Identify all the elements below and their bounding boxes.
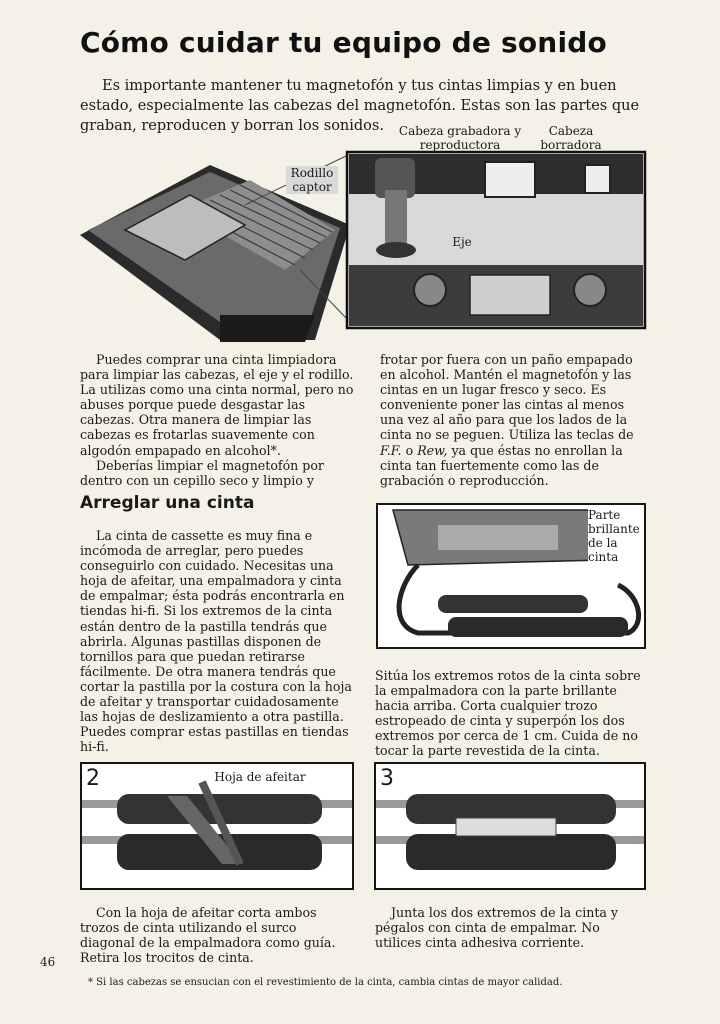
text-run: ya que éstas no enrollan la cinta tan fuertemente como las de grabación o reproducción. xyxy=(380,442,623,488)
pinch-roller-shaft xyxy=(385,190,407,250)
caption: Con la hoja de afeitar corta ambos trozos de cinta utilizando el surco diagonal de la empalmadora como guía. Retira los trocitos de cinta. xyxy=(80,905,336,966)
shiny-caption xyxy=(375,668,647,759)
text-run: frotar por fuera con un paño empapado en alcohol. Mantén el magnetofón y las cintas en un lugar fresco y seco. Es conveniente poner las cintas al menos una vez al año para que los lados de la cinta no se peguen. Utiliza las teclas de xyxy=(380,352,634,443)
erase-head xyxy=(585,165,610,193)
reel-spindle-left xyxy=(414,274,446,306)
figure-number: 3 xyxy=(380,766,394,791)
section-heading: Arreglar una cinta xyxy=(80,493,255,513)
splicer-bottom xyxy=(406,834,616,870)
record-head xyxy=(485,162,535,197)
right-column xyxy=(380,352,650,488)
label-capstan: Eje xyxy=(447,235,477,249)
label-record-head: Cabeza grabadora y reproductora xyxy=(398,124,522,152)
paragraph: Deberías limpiar el magnetofón por dentro con un cepillo seco y limpio y xyxy=(80,457,324,488)
rew-key-label: Rew, xyxy=(417,442,448,458)
caption: Sitúa los extremos rotos de la cinta sobre la empalmadora con la parte brillante hacia arriba. Corta cualquier trozo estropeado de cinta y superpón los dos extremos por cerca de 1 cm. Cuida de no tocar la parte revestida de la cinta. xyxy=(375,668,641,759)
figure-3-illustration xyxy=(376,764,644,888)
caption: Junta los dos extremos de la cinta y pégalos con cinta de empalmar. No utilices cinta adhesiva corriente. xyxy=(375,905,619,951)
figure-3-caption xyxy=(375,905,645,950)
section-text xyxy=(80,528,355,754)
text-run: o xyxy=(405,442,414,458)
paragraph: La cinta de cassette es muy fina e incómoda de arreglar, pero puedes conseguirlo con cuidado. Necesitas una hoja de afeitar, una empalmadora y cinta de empalmar; ésta podrás encontrarla en tiendas hi-fi. Si los extremos de la cinta están dentro de la pastilla tendrás que abrirla. Algunas pastillas disponen de tornillos para que puedan retirarse fácilmente. De otra manera tendrás que cortar la pastilla por la costura con la hoja de afeitar y transportar cuidadosamente las hojas de deslizamiento a otra pastilla. Puedes comprar estas pastillas en tiendas hi-fi. xyxy=(80,528,352,755)
figure-2-caption xyxy=(80,905,355,965)
label-razor-blade: Hoja de afeitar xyxy=(214,770,306,784)
footnote: * Si las cabezas se ensucian con el revestimiento de la cinta, cambia cintas de mayor calidad. xyxy=(88,977,563,988)
tape-window xyxy=(470,275,550,315)
paragraph: Puedes comprar una cinta limpiadora para limpiar las cabezas, el eje y el rodillo. La utilizas como una cinta normal, pero no abuses porque puede desgastar las cabezas. Otra manera de limpiar las cabezas es frotarlas suavemente con algodón empapado en alcohol*. xyxy=(80,352,354,458)
intro-paragraph: Es importante mantener tu magnetofón y tus cintas limpias y en buen estado, especialmente las cabezas del magnetofón. Estas son las partes que graban, reproducen y borran los sonidos. xyxy=(80,78,640,134)
label-erase-head: Cabeza borradora xyxy=(540,124,602,152)
splicing-tape xyxy=(456,818,556,836)
tape-deck-illustration xyxy=(70,150,650,345)
label-pinch-roller: Rodillo captor xyxy=(286,166,338,194)
label-shiny-side: Parte brillante de la cinta xyxy=(588,508,640,564)
page-title: Cómo cuidar tu equipo de sonido xyxy=(80,26,607,59)
deck-front xyxy=(220,315,315,342)
paragraph xyxy=(380,352,650,488)
figure-number: 2 xyxy=(86,766,100,791)
ff-key-label: F.F. xyxy=(380,442,402,458)
cassette-label xyxy=(438,525,558,550)
capstan xyxy=(376,242,416,258)
page-number: 46 xyxy=(40,955,56,969)
left-column xyxy=(80,352,355,488)
figure-3 xyxy=(374,762,646,890)
splicer-top xyxy=(438,595,588,613)
reel-spindle-right xyxy=(574,274,606,306)
splicer-bottom xyxy=(448,617,628,637)
